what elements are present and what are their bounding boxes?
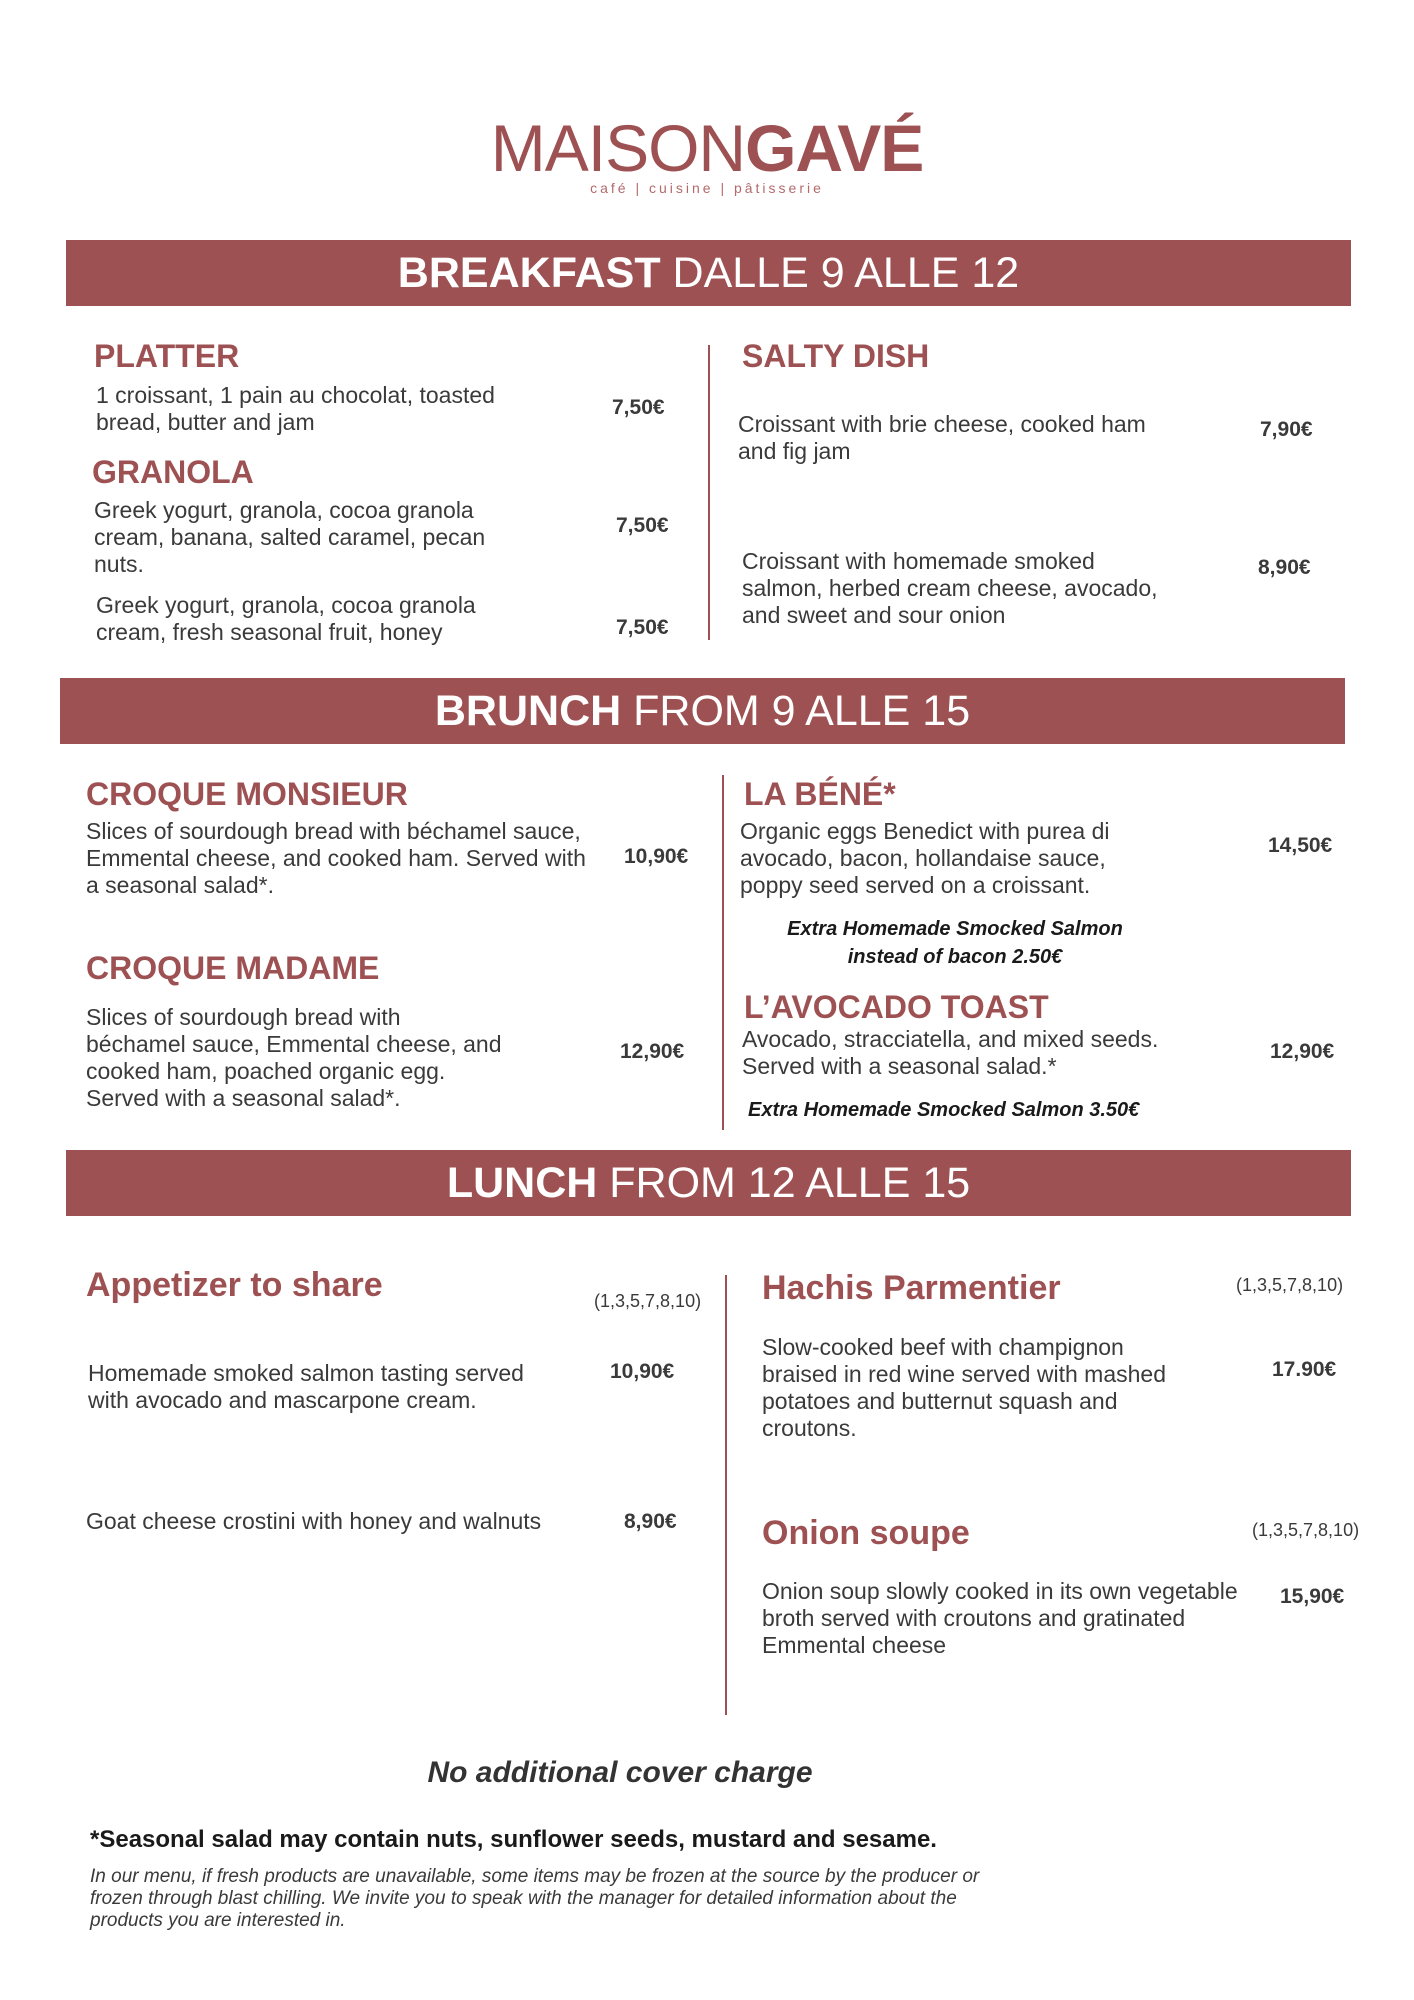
salty-dish-title: SALTY DISH bbox=[742, 338, 930, 374]
column-divider bbox=[725, 1275, 727, 1715]
onion-soupe-desc: Onion soup slowly cooked in its own vegetable broth served with croutons and gratinated Emmental cheese bbox=[762, 1578, 1238, 1658]
appetizer-desc-2: Goat cheese crostini with honey and walnuts bbox=[86, 1508, 542, 1534]
la-bene-desc: Organic eggs Benedict with purea di avocado, bacon, hollandaise sauce, poppy seed served on a croissant. bbox=[740, 818, 1110, 898]
salty-dish-price-2: 8,90€ bbox=[1258, 556, 1311, 579]
onion-soupe-allergens: (1,3,5,7,8,10) bbox=[1252, 1520, 1360, 1540]
croque-madame-price: 12,90€ bbox=[620, 1040, 685, 1063]
platter-desc: 1 croissant, 1 pain au chocolat, toasted bread, butter and jam bbox=[96, 382, 495, 435]
brand-name-light: MAISON bbox=[490, 111, 746, 185]
section-title-light: FROM 12 ALLE 15 bbox=[609, 1159, 971, 1207]
column-divider bbox=[708, 345, 710, 640]
hachis-title: Hachis Parmentier bbox=[762, 1269, 1061, 1307]
salty-dish-desc-1: Croissant with brie cheese, cooked ham and fig jam bbox=[738, 411, 1146, 464]
section-title-light: FROM 9 ALLE 15 bbox=[633, 687, 971, 735]
brand-logo bbox=[0, 112, 1414, 196]
appetizer-price-1: 10,90€ bbox=[610, 1360, 675, 1383]
cover-charge-note: No additional cover charge bbox=[427, 1756, 813, 1789]
avocado-toast-desc: Avocado, stracciatella, and mixed seeds. Served with a seasonal salad.* bbox=[742, 1026, 1159, 1079]
brand-tagline: café | cuisine | pâtisserie bbox=[590, 180, 824, 196]
croque-madame-title: CROQUE MADAME bbox=[86, 950, 380, 986]
salty-dish-desc-2: Croissant with homemade smoked salmon, herbed cream cheese, avocado, and sweet and sour onion bbox=[742, 548, 1158, 628]
avocado-toast-price: 12,90€ bbox=[1270, 1040, 1335, 1063]
hachis-desc: Slow-cooked beef with champignon braised in red wine served with mashed potatoes and butternut squash and croutons. bbox=[762, 1334, 1166, 1441]
frozen-products-note: In our menu, if fresh products are unavailable, some items may be frozen at the source by the producer or frozen through blast chilling. We invite you to speak with the manager for detailed information about the products you are interested in. bbox=[90, 1866, 980, 1931]
platter-title: PLATTER bbox=[94, 338, 240, 374]
la-bene-extra bbox=[740, 915, 1170, 971]
la-bene-extra-line-2: instead of bacon 2.50€ bbox=[847, 946, 1063, 968]
section-header-lunch bbox=[66, 1150, 1351, 1216]
platter-price: 7,50€ bbox=[612, 396, 665, 419]
croque-madame-desc: Slices of sourdough bread with béchamel sauce, Emmental cheese, and cooked ham, poached organic egg. Served with a seasonal salad*. bbox=[86, 1004, 502, 1111]
granola-desc-2: Greek yogurt, granola, cocoa granola cream, fresh seasonal fruit, honey bbox=[96, 592, 476, 645]
avocado-toast-title: L’AVOCADO TOAST bbox=[744, 989, 1049, 1025]
granola-price-2: 7,50€ bbox=[616, 616, 669, 639]
section-header-brunch bbox=[60, 678, 1345, 744]
appetizer-allergens: (1,3,5,7,8,10) bbox=[594, 1291, 702, 1311]
hachis-price: 17.90€ bbox=[1272, 1358, 1337, 1381]
la-bene-title: LA BÉNÉ* bbox=[744, 776, 896, 812]
section-header-breakfast bbox=[66, 240, 1351, 306]
croque-monsieur-desc: Slices of sourdough bread with béchamel sauce, Emmental cheese, and cooked ham. Served with a seasonal salad*. bbox=[86, 818, 586, 898]
section-title-light: DALLE 9 ALLE 12 bbox=[672, 249, 1020, 297]
la-bene-extra-line-1: Extra Homemade Smocked Salmon bbox=[787, 918, 1123, 940]
croque-monsieur-title: CROQUE MONSIEUR bbox=[86, 776, 408, 812]
appetizer-desc-1: Homemade smoked salmon tasting served with avocado and mascarpone cream. bbox=[88, 1360, 524, 1413]
section-title-bold: BRUNCH bbox=[434, 687, 622, 735]
salty-dish-price-1: 7,90€ bbox=[1260, 418, 1313, 441]
croque-monsieur-price: 10,90€ bbox=[624, 845, 689, 868]
appetizer-price-2: 8,90€ bbox=[624, 1510, 677, 1533]
appetizer-title: Appetizer to share bbox=[86, 1266, 383, 1304]
section-title-bold: BREAKFAST bbox=[397, 249, 661, 297]
column-divider bbox=[722, 775, 724, 1130]
granola-title: GRANOLA bbox=[92, 454, 254, 490]
granola-desc-1: Greek yogurt, granola, cocoa granola cream, banana, salted caramel, pecan nuts. bbox=[94, 497, 486, 577]
section-title-bold: LUNCH bbox=[446, 1159, 598, 1207]
onion-soupe-price: 15,90€ bbox=[1280, 1585, 1345, 1608]
hachis-allergens: (1,3,5,7,8,10) bbox=[1236, 1275, 1344, 1295]
la-bene-price: 14,50€ bbox=[1268, 834, 1333, 857]
onion-soupe-title: Onion soupe bbox=[762, 1514, 970, 1552]
granola-price-1: 7,50€ bbox=[616, 514, 669, 537]
seasonal-salad-note: *Seasonal salad may contain nuts, sunflower seeds, mustard and sesame. bbox=[90, 1826, 937, 1853]
brand-name-bold: GAVÉ bbox=[745, 111, 924, 185]
avocado-toast-extra: Extra Homemade Smocked Salmon 3.50€ bbox=[748, 1099, 1140, 1121]
